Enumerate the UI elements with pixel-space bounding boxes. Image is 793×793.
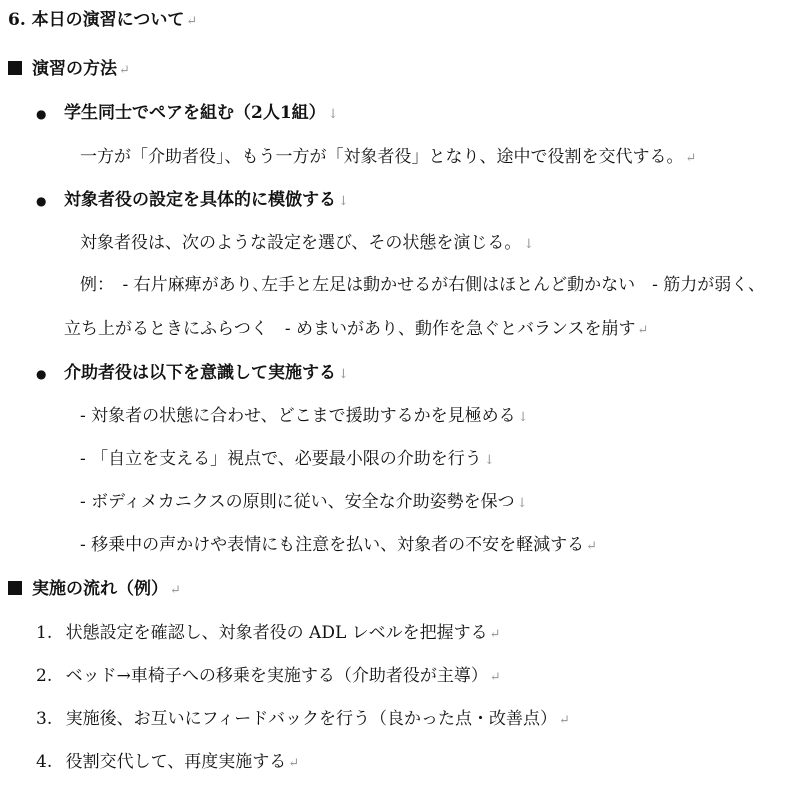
bullet-2-title-text: 対象者役の設定を具体的に模倣する xyxy=(64,190,336,210)
bullet-1-desc xyxy=(80,145,696,171)
bullet-2-example-line2: 立ち上がるときにふらつく ‐ めまいがあり、動作を急ぐとバランスを崩す xyxy=(64,319,636,339)
bullet-1-desc-text: 一方が「介助者役」、もう一方が「対象者役」となり、途中で役割を交代する。 xyxy=(80,147,684,167)
bullet-3-item xyxy=(80,447,495,473)
flow-step-text: 実施後、お互いにフィードバックを行う（良かった点・改善点） xyxy=(65,709,557,729)
bullet-dot-icon: ● xyxy=(36,194,47,208)
paragraph-mark-icon: ↵ xyxy=(170,583,181,598)
bullet-3-title xyxy=(64,361,349,387)
bullet-2-title xyxy=(64,188,349,214)
flow-step xyxy=(36,664,501,690)
bullet-dot-icon: ● xyxy=(36,107,47,121)
line-break-mark-icon: ↓ xyxy=(338,194,349,209)
paragraph-mark-icon: ↵ xyxy=(288,756,300,771)
bullet-3-title-text: 介助者役は以下を意識して実施する xyxy=(64,363,336,383)
flow-heading xyxy=(8,577,181,603)
method-title: 演習の方法 xyxy=(32,59,117,79)
flow-step-number: 3. xyxy=(36,709,53,729)
line-break-mark-icon: ↓ xyxy=(338,367,349,382)
paragraph-mark-icon: ↵ xyxy=(186,14,198,29)
line-break-mark-icon: ↓ xyxy=(483,453,495,468)
square-bullet-icon xyxy=(8,61,22,75)
bullet-3-item xyxy=(80,404,529,430)
line-break-mark-icon: ↓ xyxy=(516,496,528,511)
flow-step-number: 2. xyxy=(36,666,53,686)
bullet-2-example-cont xyxy=(64,317,648,343)
bullet-dot-icon: ● xyxy=(36,367,47,381)
bullet-3-item xyxy=(80,533,597,559)
paragraph-mark-icon: ↵ xyxy=(586,539,598,554)
bullet-2-desc xyxy=(80,231,534,257)
flow-step-number: 1. xyxy=(36,623,53,643)
flow-step-text: 状態設定を確認し、対象者役の ADL レベルを把握する xyxy=(65,623,488,643)
bullet-3-item xyxy=(80,490,528,516)
method-heading xyxy=(8,57,130,83)
square-bullet-icon xyxy=(8,581,22,595)
flow-step xyxy=(36,750,299,776)
flow-step-text: 役割交代して、再度実施する xyxy=(65,752,287,772)
paragraph-mark-icon: ↵ xyxy=(489,670,501,685)
line-break-mark-icon: ↓ xyxy=(327,107,339,122)
flow-step xyxy=(36,707,570,733)
paragraph-mark-icon: ↵ xyxy=(685,151,697,166)
paragraph-mark-icon: ↵ xyxy=(637,323,649,338)
paragraph-mark-icon: ↵ xyxy=(119,63,130,78)
section-heading xyxy=(8,8,197,34)
bullet-3-item-text: ‐ 対象者の状態に合わせ、どこまで援助するかを見極める xyxy=(80,406,516,426)
flow-step-text: ベッド→車椅子への移乗を実施する（介助者役が主導） xyxy=(65,666,488,686)
paragraph-mark-icon: ↵ xyxy=(558,713,570,728)
bullet-3-item-text: ‐ 「自立を支える」視点で、必要最小限の介助を行う xyxy=(80,449,482,469)
section-title: 本日の演習について xyxy=(31,10,185,30)
flow-title: 実施の流れ（例） xyxy=(32,579,168,599)
bullet-3-item-text: ‐ 移乗中の声かけや表情にも注意を払い、対象者の不安を軽減する xyxy=(80,535,585,555)
paragraph-mark-icon: ↵ xyxy=(489,627,501,642)
flow-step xyxy=(36,621,501,647)
bullet-1-title xyxy=(64,101,339,127)
bullet-1-title-text: 学生同士でペアを組む（2人1組） xyxy=(64,103,326,123)
section-number: 6. xyxy=(8,10,26,30)
bullet-3-item-text: ‐ ボディメカニクスの原則に従い、安全な介助姿勢を保つ xyxy=(80,492,515,512)
line-break-mark-icon: ↓ xyxy=(517,410,529,425)
bullet-2-example-line1: 例： ‐ 右片麻痺があり､左手と左足は動かせるが右側はほとんど動かない ‐ 筋力が弱く、 xyxy=(80,275,765,295)
flow-step-number: 4. xyxy=(36,752,53,772)
line-break-mark-icon: ↓ xyxy=(523,237,535,252)
bullet-2-example xyxy=(80,273,765,297)
bullet-2-desc-text: 対象者役は、次のような設定を選び、その状態を演じる。 xyxy=(80,233,522,253)
